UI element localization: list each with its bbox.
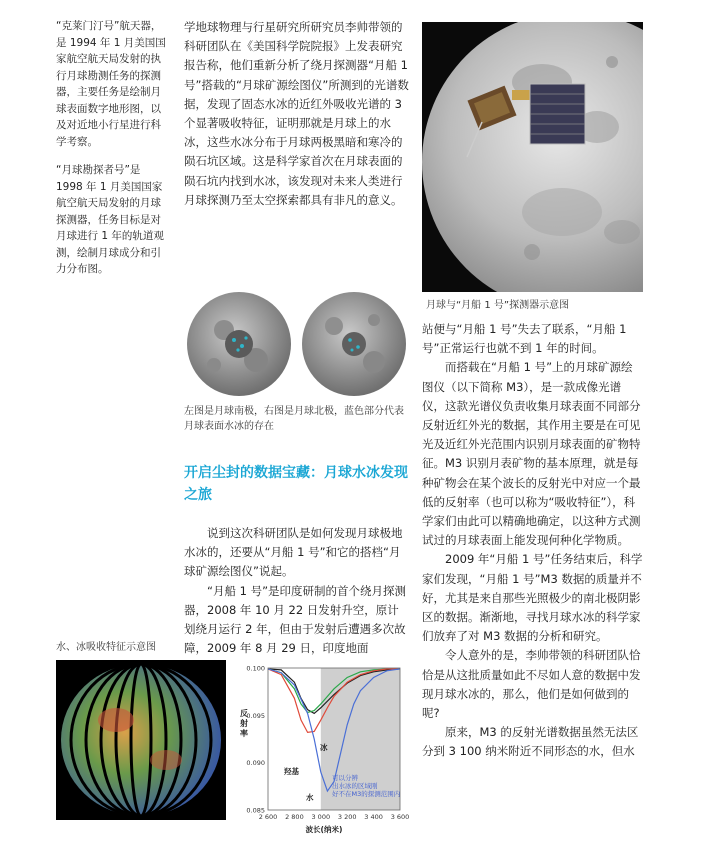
moon-poles-figure bbox=[184, 290, 410, 400]
x-tick-label: 3 600 bbox=[390, 813, 410, 821]
probe-moon-illustration bbox=[422, 22, 643, 292]
intro-text: 学地球物理与行星研究所研究员李帅带领的科研团队在《美国科学院院报》上发表研究报告称，他们重新分析了绕月探测器“月船 1 号”搭载的“月球矿源绘图仪”所测到的光谱数据，发现了固态水冰的近红外吸收光谱的 3 个显著吸收特征，证明那就是月球上的水冰，这些水冰分布于月球两极黑暗和寒冷的陨石坑区域。这是科学家首次在月球表面的陨石坑内找到水冰，该发现对未来人类进行月球探测乃至太空探索都具有非凡的意义。 bbox=[184, 20, 409, 207]
absorption-chart-svg bbox=[232, 660, 410, 836]
y-tick-label: 0.090 bbox=[246, 759, 265, 768]
sidebar-note-clementine-text: “克莱门汀号”航天器，是 1994 年 1 月美国国家航空航天局发射的执行月球勘测任务的探测器，主要任务是绘制月球表面数字地形图，以及对近地小行星进行科学考察。 bbox=[56, 20, 166, 148]
chart-ylabel: 反射率 bbox=[240, 709, 248, 738]
y-tick-label: 0.095 bbox=[246, 711, 265, 720]
annotation-m3-range-line: 出水冰的区域刚 bbox=[332, 782, 378, 790]
chart-xlabel: 波长(纳米) bbox=[305, 825, 343, 834]
section-heading: 开启尘封的数据宝藏：月球水冰发现之旅 bbox=[184, 465, 408, 503]
right-column bbox=[422, 320, 643, 762]
moon-south-pole bbox=[187, 292, 291, 396]
y-tick-label: 0.100 bbox=[246, 664, 265, 673]
moon-north-pole bbox=[302, 292, 406, 396]
annotation-hydroxyl: 羟基 bbox=[284, 767, 299, 776]
sidebar-note-prospector-text: “月球勘探者号”是 1998 年 1 月美国国家航空航天局发射的月球探测器，任务目标是对月球进行 1 年的轨道观测，绘制月球成分和引力分布图。 bbox=[56, 164, 164, 275]
right-paragraph-5: 原来，M3 的反射光谱数据虽然无法区分到 3 100 纳米附近不同形态的水，但水 bbox=[422, 725, 639, 759]
annotation-m3-range-line: 好不在M3的探测范围内 bbox=[332, 790, 401, 798]
right-paragraph-1: 站便与“月船 1 号”失去了联系，“月船 1 号”正常运行也就不到 1 年的时间。 bbox=[422, 322, 627, 356]
annotation-ice: 冰 bbox=[320, 743, 328, 752]
x-tick-label: 3 200 bbox=[337, 813, 357, 821]
sidebar-note-clementine bbox=[56, 18, 168, 150]
middle-paragraph-2: “月船 1 号”是印度研制的首个绕月探测器，2008 年 10 月 22 日发射升空，原计划绕月运行 2 年，但由于发射后遭遇多次故障，2009 年 8 月 29 日，印度地面 bbox=[184, 583, 407, 656]
annotation-m3-range-line: 可以分辨 bbox=[332, 774, 358, 782]
right-paragraph-2: 而搭载在“月船 1 号”上的月球矿源绘图仪（以下简称 M3），是一款成像光谱仪，这款光谱仪负责收集月球表面不同部分反射近红外光的数据，其作用主要是在可见光及近红外光范围内识别月球表面的矿物特征。M3 识别月表矿物的基本原理，就是每种矿物会在某个波长的反射光中对应一个最低的反射率（也可以称为“吸收特征”），科学家们由此可以精确地确定，以这种方式测试过的月球表面上能发现何种化学物质。 bbox=[422, 360, 641, 548]
right-paragraph-4: 令人意外的是，李帅带领的科研团队恰恰是从这批质量如此不尽如人意的数据中发现月球水冰的，那么，他们是如何做到的呢? bbox=[422, 648, 641, 721]
x-tick-label: 2 800 bbox=[285, 813, 304, 821]
right-paragraph-3: 2009 年“月船 1 号”任务结束后，科学家们发现，“月船 1 号”M3 数据的质量并不好，尤其是来自那些光照极少的南北极阴影区的数据。渐渐地，寻找月球水冰的科学家们放弃了对 M3 数据的分析和研究。 bbox=[422, 552, 643, 644]
moon-poles-illustration bbox=[184, 290, 410, 400]
probe-caption: 月球与“月船 1 号”探测器示意图 bbox=[426, 300, 570, 311]
middle-paragraph-1: 说到这次科研团队是如何发现月球极地水冰的，还要从“月船 1 号”和它的搭档“月球矿源绘图仪”说起。 bbox=[184, 526, 403, 579]
sidebar-note-prospector bbox=[56, 162, 168, 278]
poles-caption: 左图是月球南极，右图是月球北极，蓝色部分代表月球表面水冰的存在 bbox=[184, 406, 404, 432]
globe-map-figure bbox=[56, 660, 226, 820]
absorb-caption: 水、冰吸收特征示意图 bbox=[56, 642, 156, 653]
y-tick-label: 0.085 bbox=[246, 806, 265, 815]
globe-map-illustration bbox=[56, 660, 226, 820]
annotation-water: 水 bbox=[306, 793, 314, 802]
x-tick-label: 3 000 bbox=[311, 813, 331, 821]
intro-paragraph bbox=[184, 18, 410, 210]
probe-moon-photo bbox=[422, 22, 643, 292]
x-tick-label: 3 400 bbox=[364, 813, 383, 821]
middle-column bbox=[184, 524, 410, 658]
x-tick-label: 2 600 bbox=[258, 813, 278, 821]
absorption-chart bbox=[232, 660, 410, 836]
